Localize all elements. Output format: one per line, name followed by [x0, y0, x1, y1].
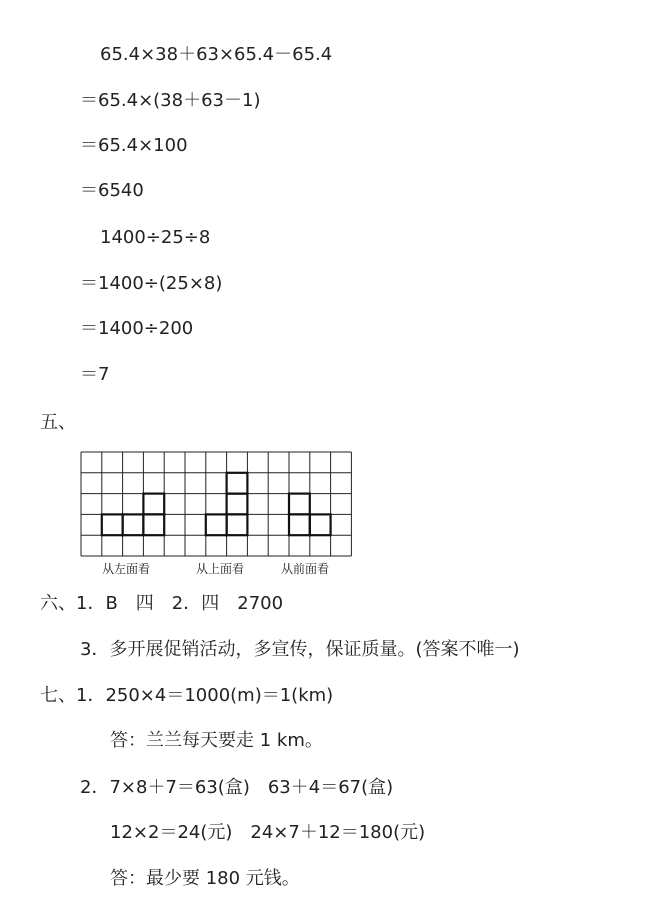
- view-cell: [289, 494, 310, 515]
- text-line: 答：兰兰每天要走 1 km。: [110, 730, 323, 751]
- text-line: ＝7: [80, 364, 110, 385]
- text-line: ＝65.4×(38＋63－1): [80, 90, 261, 111]
- view-cell: [206, 514, 227, 535]
- view-cell: [123, 514, 144, 535]
- view-cell: [227, 494, 248, 515]
- caption-top-view: 从上面看: [196, 562, 245, 576]
- text-line: 六、1．B 四 2．四 2700: [40, 593, 284, 614]
- text-line: 2．7×8＋7＝63(盒) 63＋4＝67(盒): [80, 777, 394, 798]
- caption-front-view: 从前面看: [281, 562, 330, 576]
- text-line: 1400÷25÷8: [100, 227, 211, 248]
- text-line: ＝6540: [80, 180, 144, 201]
- text-line: ＝1400÷200: [80, 318, 194, 339]
- text-line: 五、: [40, 412, 76, 433]
- view-cell: [227, 473, 248, 494]
- view-cell: [289, 514, 310, 535]
- text-line: 答：最少要 180 元钱。: [110, 868, 300, 889]
- caption-left-view: 从左面看: [102, 562, 151, 576]
- text-line: 3．多开展促销活动，多宣传，保证质量。(答案不唯一): [80, 639, 520, 660]
- text-line: 65.4×38＋63×65.4－65.4: [100, 44, 333, 65]
- text-line: 12×2＝24(元) 24×7＋12＝180(元): [110, 822, 426, 843]
- text-line: 七、1．250×4＝1000(m)＝1(km): [40, 685, 334, 706]
- text-line: ＝65.4×100: [80, 135, 188, 156]
- view-cell: [227, 514, 248, 535]
- text-line: ＝1400÷(25×8): [80, 273, 223, 294]
- view-cell: [102, 514, 123, 535]
- three-views-grid: [80, 451, 352, 557]
- view-cell: [143, 514, 164, 535]
- view-cell: [143, 494, 164, 515]
- view-cell: [310, 514, 331, 535]
